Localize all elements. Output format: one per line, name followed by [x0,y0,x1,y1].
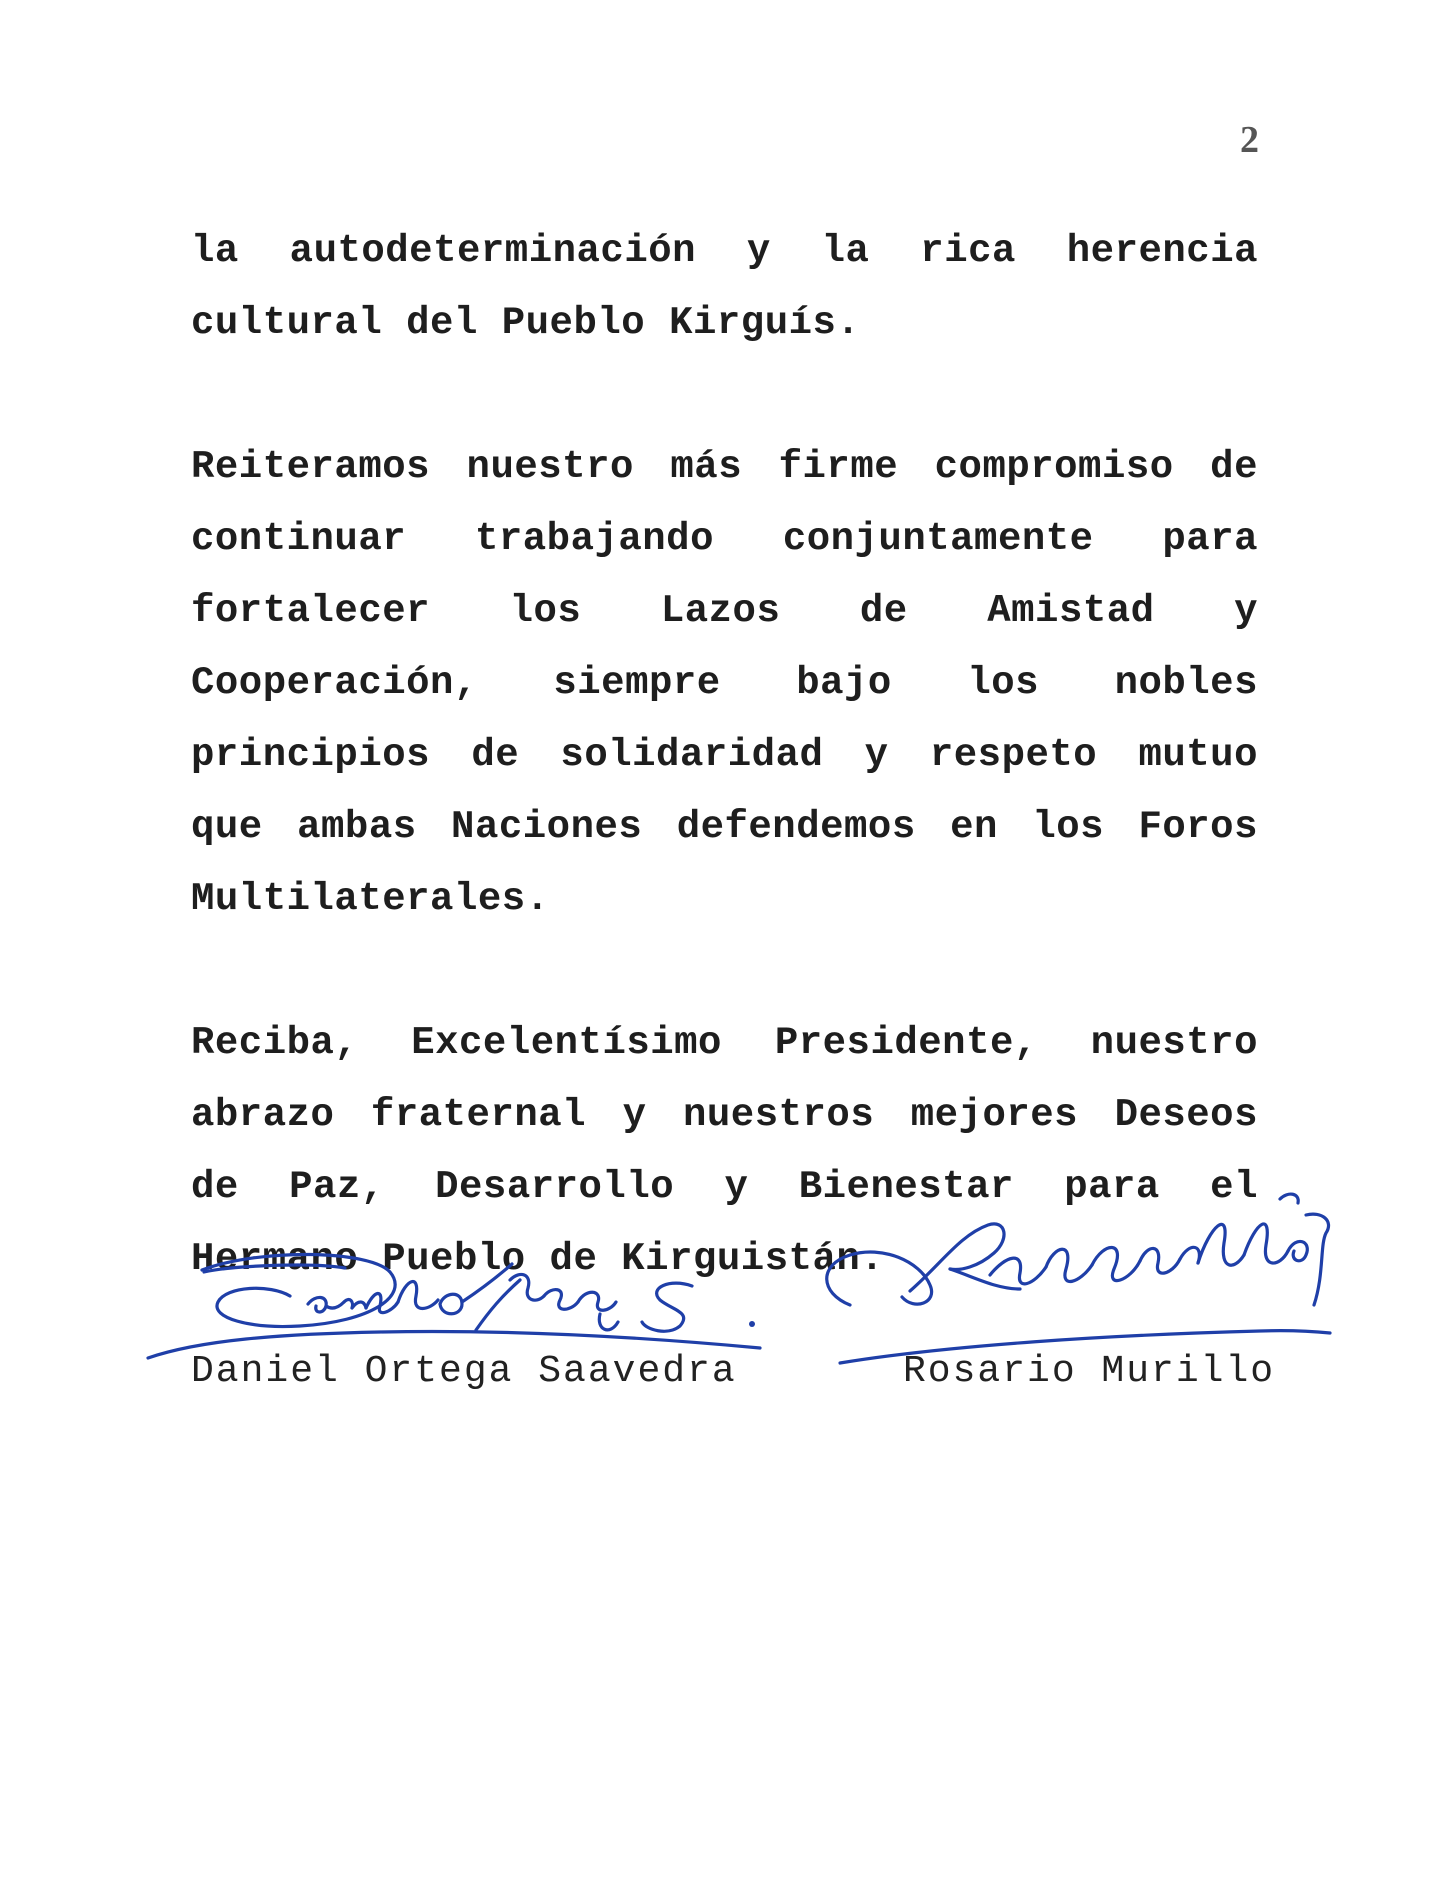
paragraph-3: Reciba, Excelentísimo Presidente, nuestro abrazo fraternal y nuestros mejores Deseos de Paz, Desarrollo y Bienestar para el Hermano Pueblo de Kirguistán. [191,1021,1258,1281]
page-number: 2 [1240,119,1259,161]
signature-rosario-murillo [810,1185,1340,1375]
signer-name-rosario-murillo: Rosario Murillo [903,1350,1276,1393]
signer-name-daniel-ortega: Daniel Ortega Saavedra [191,1350,737,1393]
signature-block [130,1185,1350,1415]
signature-daniel-ortega [140,1230,780,1365]
letter-body [191,215,1258,1295]
paragraph-2: Reiteramos nuestro más firme compromiso de continuar trabajando conjuntamente para fortalecer los Lazos de Amistad y Cooperación, siempre bajo los nobles principios de solidaridad y respeto mutuo que ambas Naciones defendemos en los Foros Multilaterales. [191,445,1258,921]
paragraph-1: la autodeterminación y la rica herencia cultural del Pueblo Kirguís. [191,229,1258,345]
